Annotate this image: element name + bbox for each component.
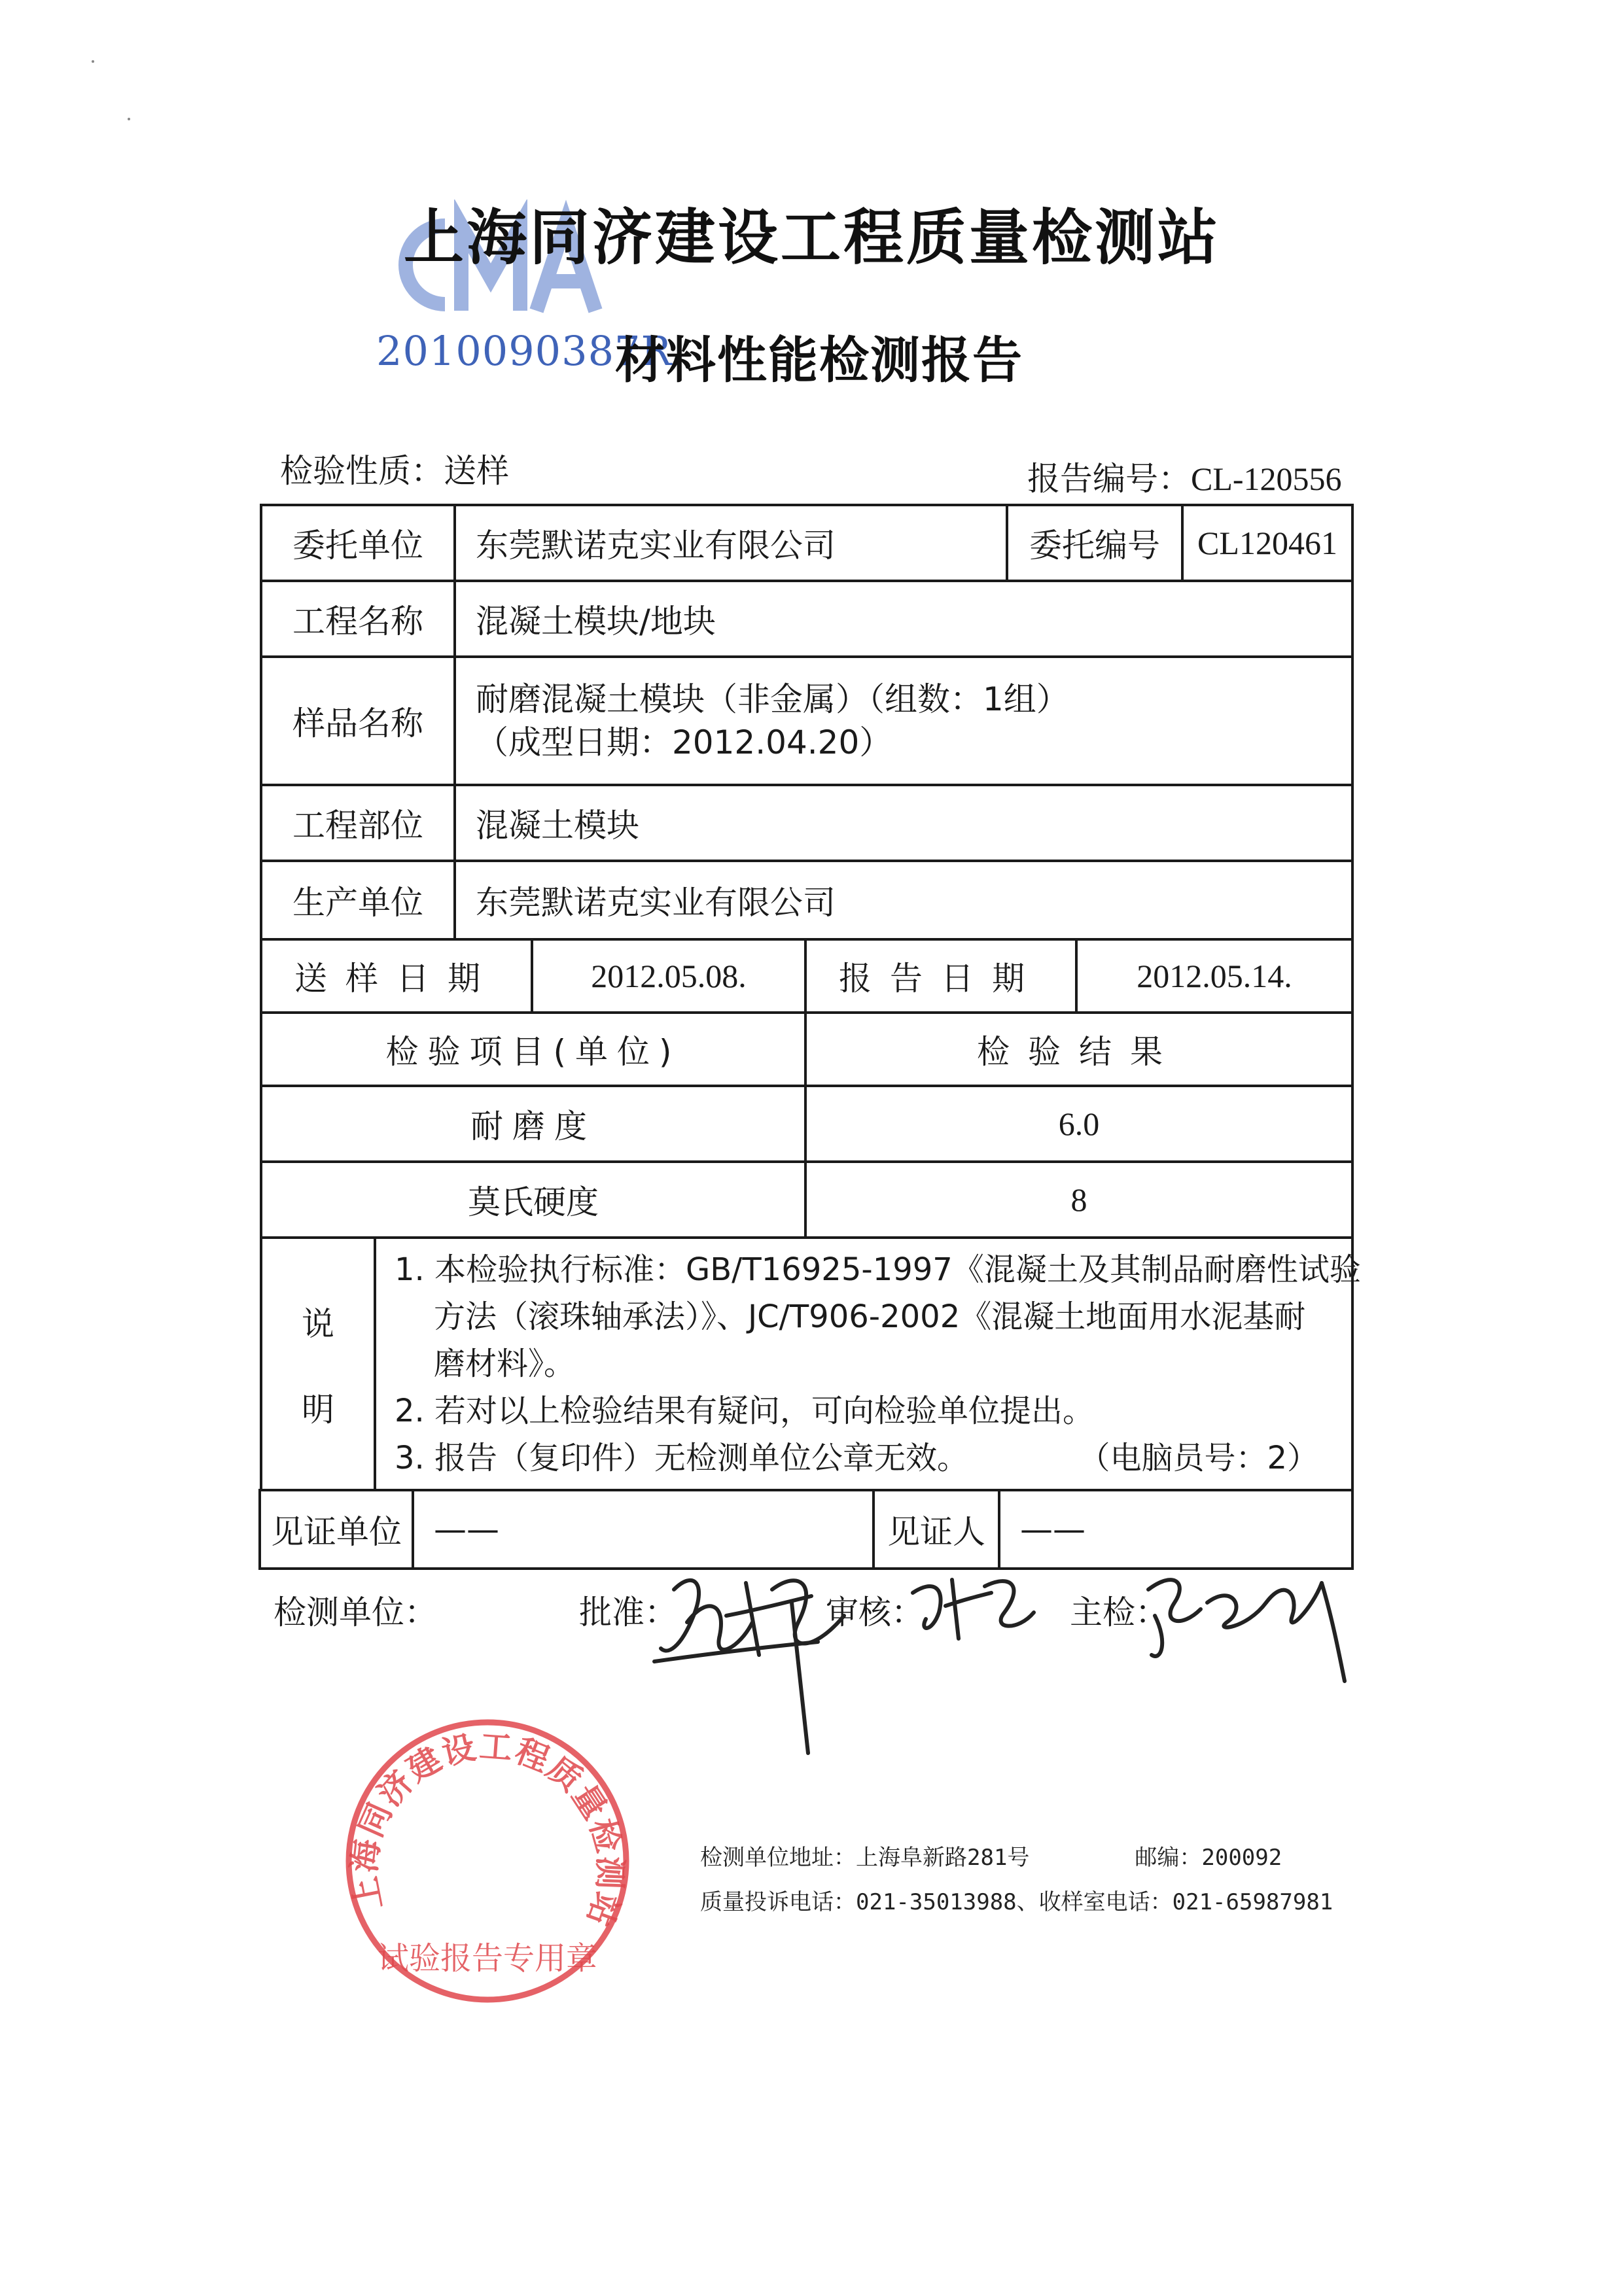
note-line: 方法（滚珠轴承法）》、JC/T906-2002《混凝土地面用水泥基耐 [434, 1298, 1306, 1335]
witness-unit-label: 见证单位 [258, 1489, 414, 1570]
producer-value: 东莞默诺克实业有限公司 [453, 860, 1354, 941]
result-header: 检验结果 [804, 1011, 1354, 1087]
send-date-value: 2012.05.08. [531, 938, 807, 1014]
notes-body [374, 1236, 1361, 1491]
sample-name-line: 耐磨混凝土模块（非金属）（组数：1组） [476, 680, 1069, 718]
part-value: 混凝土模块 [453, 784, 1354, 862]
sample-value [453, 655, 1354, 786]
inspection-nature-value: 送样 [444, 452, 509, 490]
note-line: 3. 报告（复印件）无检测单位公章无效。 [395, 1440, 969, 1476]
scan-speck [92, 60, 94, 63]
witness-person-value: —— [998, 1489, 1354, 1570]
review-label: 审核： [826, 1593, 924, 1631]
send-date-label: 送样日期 [260, 938, 533, 1014]
postcode: 邮编：200092 [1135, 1845, 1282, 1871]
client-value: 东莞默诺克实业有限公司 [453, 504, 1008, 582]
test-unit-label: 检测单位： [274, 1593, 437, 1631]
report-title: 材料性能检测报告 [615, 331, 1023, 389]
notes-side-char: 明 [302, 1390, 334, 1429]
inspect-label: 主检： [1070, 1593, 1168, 1631]
sample-date-line: （成型日期：2012.04.20） [476, 723, 892, 761]
footer-address [700, 1839, 1282, 1871]
operator-number: （电脑员号：2） [1078, 1440, 1318, 1476]
commission-no-label: 委托编号 [1006, 504, 1184, 582]
result-value: 6.0 [804, 1085, 1354, 1163]
organization-title: 上海同济建设工程质量检测站 [403, 203, 1220, 273]
scan-speck [128, 118, 130, 120]
report-date-label: 报告日期 [804, 938, 1078, 1014]
client-label: 委托单位 [260, 504, 456, 582]
note-line: 2. 若对以上检验结果有疑问，可向检验单位提出。 [395, 1393, 1095, 1429]
report-date-value: 2012.05.14. [1075, 938, 1354, 1014]
result-value: 8 [804, 1160, 1354, 1239]
svg-text:上海同济建设工程质量检测站 [345, 1727, 629, 1932]
project-label: 工程名称 [260, 580, 456, 658]
sample-label: 样品名称 [260, 655, 456, 786]
result-item: 耐磨度 [260, 1085, 807, 1163]
report-number-value: CL-120556 [1191, 461, 1342, 497]
part-label: 工程部位 [260, 784, 456, 862]
commission-no-value: CL120461 [1181, 504, 1354, 582]
approve-label: 批准： [579, 1593, 677, 1631]
project-value: 混凝土模块/地块 [453, 580, 1354, 658]
producer-label: 生产单位 [260, 860, 456, 941]
notes-side-label [260, 1236, 376, 1491]
official-stamp [337, 1711, 638, 2011]
witness-person-label: 见证人 [872, 1489, 1000, 1570]
inspection-nature-label: 检验性质： [280, 452, 444, 490]
witness-unit-value: —— [412, 1489, 875, 1570]
report-number [1027, 453, 1342, 500]
inspector-signature [1135, 1563, 1351, 1688]
stamp-center-text: 试验报告专用章 [377, 1940, 598, 1977]
report-number-label: 报告编号： [1027, 460, 1191, 498]
item-header: 检验项目(单位) [260, 1011, 807, 1087]
note-line-last [395, 1435, 1345, 1482]
note-line: 磨材料》。 [434, 1346, 576, 1382]
footer-phone: 质量投诉电话：021-35013988、收样室电话：021-65987981 [700, 1889, 1333, 1915]
address-line: 检测单位地址：上海阜新路281号 [700, 1845, 1030, 1871]
reviewer-signature [906, 1567, 1037, 1645]
cma-number: 2010090387R [376, 327, 673, 375]
approver-signature [648, 1544, 870, 1760]
result-item: 莫氏硬度 [260, 1160, 807, 1239]
stamp-ring-text: 上海同济建设工程质量检测站 [345, 1727, 629, 1933]
note-line: 1. 本检验执行标准：GB/T16925-1997《混凝土及其制品耐磨性试验 [395, 1251, 1361, 1288]
inspection-nature [280, 445, 509, 492]
notes-side-char: 说 [302, 1304, 334, 1343]
